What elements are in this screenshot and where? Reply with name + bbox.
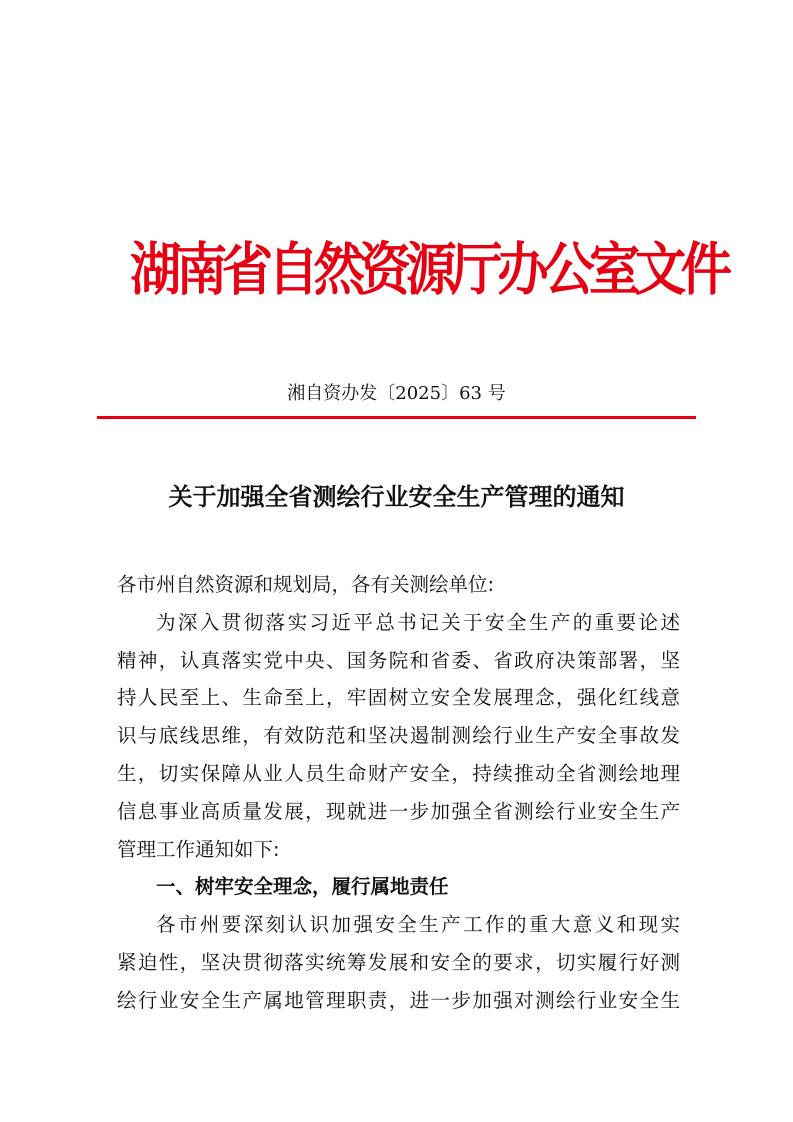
paragraph-line: 生，切实保障从业人员生命财产安全，持续推动全省测绘地理 [117, 761, 680, 785]
document-number: 湘自资办发〔2025〕63 号 [287, 383, 506, 404]
paragraph-line: 各市州要深刻认识加强安全生产工作的重大意义和现实 [156, 913, 680, 937]
paragraph-line: 绘行业安全生产属地管理职责，进一步加强对测绘行业安全生 [117, 988, 680, 1012]
document-body [117, 566, 680, 1020]
paragraph-line: 紧迫性，坚决贯彻落实统筹发展和安全的要求，切实履行好测 [117, 950, 680, 974]
paragraph-line: 精神，认真落实党中央、国务院和省委、省政府决策部署，坚 [117, 648, 680, 672]
paragraph-line: 信息事业高质量发展，现就进一步加强全省测绘行业安全生产 [117, 799, 680, 823]
paragraph-line: 为深入贯彻落实习近平总书记关于安全生产的重要论述 [156, 610, 680, 634]
paragraph-line: 管理工作通知如下: [117, 837, 280, 861]
paragraph-line: 持人民至上、生命至上，牢固树立安全发展理念，强化红线意 [117, 686, 680, 710]
salutation: 各市州自然资源和规划局，各有关测绘单位: [117, 573, 495, 596]
red-divider-line [97, 416, 696, 419]
issuer-title: 湖南省自然资源厅办公室文件 [130, 236, 727, 303]
paragraph-line: 识与底线思维，有效防范和坚决遏制测绘行业生产安全事故发 [117, 724, 680, 748]
document-title: 关于加强全省测绘行业安全生产管理的通知 [168, 482, 625, 511]
section-heading: 一、树牢安全理念，履行属地责任 [156, 875, 449, 899]
